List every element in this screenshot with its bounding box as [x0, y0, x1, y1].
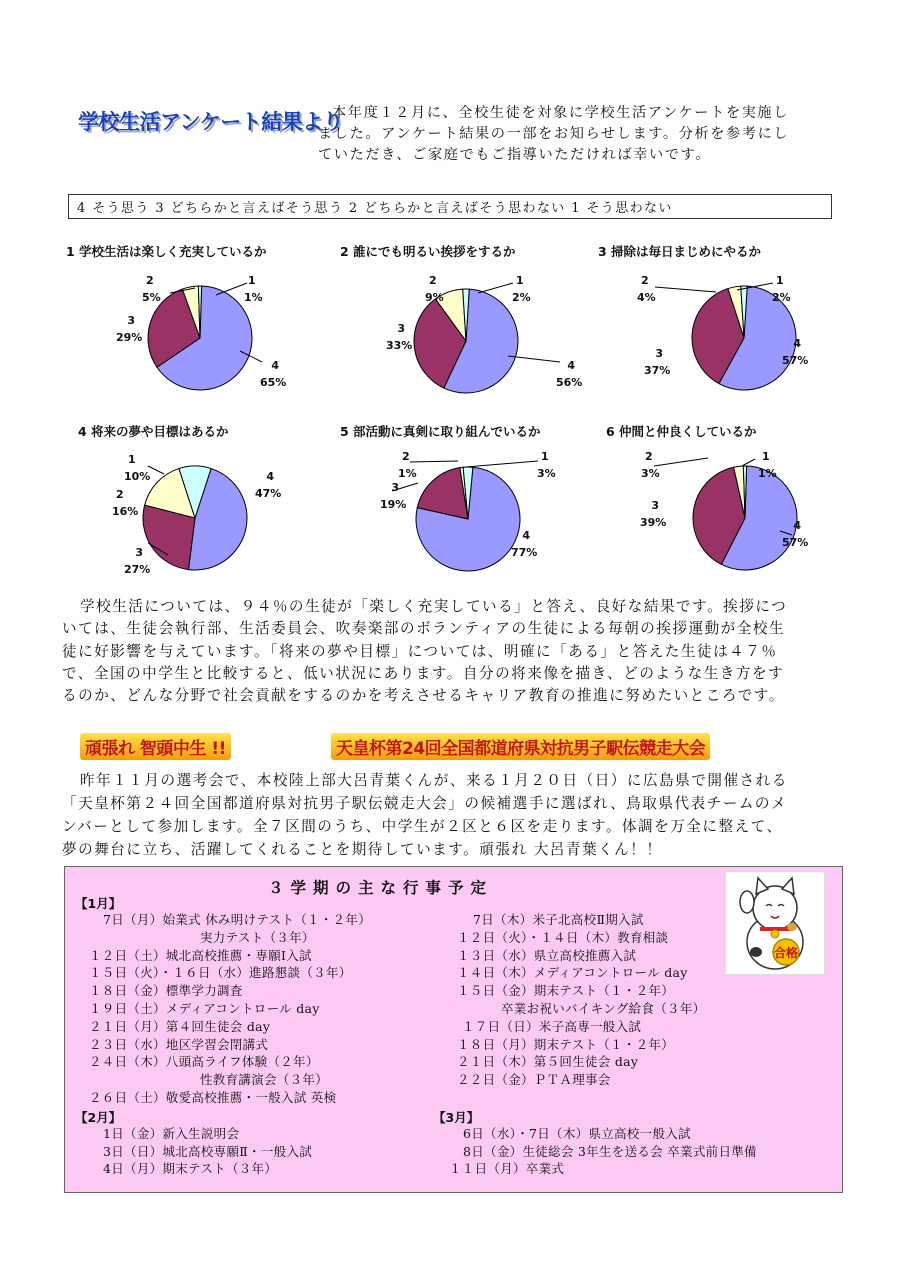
slice-label: [782, 338, 808, 367]
slice-label: [512, 275, 531, 304]
slice-label: [386, 323, 412, 352]
summary-line: るのか、どんな分野で社会貢献をするのかを考えさせるキャリア教育の推進に努めたいところです。: [62, 687, 785, 705]
leader-line: [655, 287, 716, 292]
slice-label: [124, 547, 150, 576]
ekiden-line: 「天皇杯第２４回全国都道府県対抗男子駅伝競走大会」の候補選手に選ばれ、鳥取県代表チームのメ: [62, 795, 788, 812]
event-item: １２日（土）城北高校推薦・専願Ⅰ入試: [89, 947, 312, 963]
slice-category: 3: [135, 546, 143, 559]
event-item: 6日（水）・7日（木）県立高校一般入試: [463, 1126, 691, 1141]
slice-category: 1: [248, 274, 256, 287]
intro-line: 本年度１２月に、全校生徒を対象に学校生活アンケートを実施し: [332, 105, 789, 121]
event-item: 性教育講演会（３年）: [200, 1072, 329, 1088]
leader-line: [478, 283, 513, 293]
event-item: １４日（木）メディアコントロール day: [457, 965, 688, 981]
slice-category: 4: [567, 359, 575, 372]
ekiden-line: 昨年１１月の選考会で、本校陸上部大呂青葉くんが、来る１月２０日（日）に広島県で開催される: [80, 772, 788, 789]
slice-percent: 16%: [112, 505, 139, 518]
slice-label: [644, 348, 670, 377]
event-item: ２１日（木）第５回生徒会 day: [457, 1054, 639, 1070]
chart-title: 4 将来の夢や目標はあるか: [78, 424, 229, 439]
slice-percent: 1%: [758, 467, 777, 480]
slice-percent: 9%: [425, 291, 444, 304]
chart-title: 1 学校生活は楽しく充実しているか: [66, 244, 267, 259]
slice-label: [556, 360, 582, 389]
summary-line: で、全国の中学生と比較すると、低い状況にあります。自分の将来像を描き、どのような生き方をす: [62, 664, 785, 682]
slice-label: [641, 451, 660, 480]
slice-percent: 27%: [124, 563, 151, 576]
event-item: １５日（火）・１６日（水）進路懇談（３年）: [89, 965, 352, 981]
slice-category: 2: [641, 274, 649, 287]
slice-category: 1: [762, 450, 770, 463]
slice-label: [244, 275, 263, 304]
slice-category: 1: [776, 274, 784, 287]
slice-category: 2: [429, 274, 437, 287]
slice-label: [112, 489, 138, 518]
slice-label: [142, 275, 161, 304]
ekiden-text: [62, 769, 862, 861]
event-item: ２２日（金）ＰＴＡ理事会: [457, 1072, 611, 1088]
slice-category: 3: [655, 347, 663, 360]
slice-percent: 2%: [512, 291, 531, 304]
slice-label: [511, 530, 537, 559]
slice-percent: 10%: [124, 470, 151, 483]
event-item: 卒業お祝いバイキング給食（３年）: [501, 1001, 706, 1016]
slice-percent: 3%: [641, 467, 660, 480]
summary-line: 学校生活については、９４％の生徒が「楽しく充実している」と答え、良好な結果です。挨拶につ: [80, 598, 788, 615]
slice-category: 3: [397, 322, 405, 335]
slice-percent: 33%: [386, 339, 413, 352]
charts-area: [0, 235, 904, 595]
slice-label: [124, 454, 150, 483]
slice-category: 1: [541, 450, 549, 463]
slice-percent: 4%: [637, 291, 656, 304]
summary-line: 徒に好影響を与えています。「将来の夢や目標」については、明確に「ある」と答えた生徒は４７％: [62, 642, 778, 660]
event-item: ２６日（土）敬愛高校推薦・一般入試 英検: [89, 1090, 337, 1105]
leader-line: [508, 356, 560, 362]
slice-category: 4: [271, 359, 279, 372]
ekiden-banner: 天皇杯第24回全国都道府県対抗男子駅伝競走大会: [331, 733, 710, 760]
summary-line: いては、生徒会執行部、生活委員会、吹奏楽部のボランティアの生徒による毎朝の挨拶運動が全校生: [62, 620, 786, 638]
slice-percent: 39%: [640, 516, 667, 529]
event-item: 3日（日）城北高校専願Ⅱ・一般入試: [103, 1143, 313, 1159]
slice-label: [398, 451, 417, 480]
slice-category: 2: [116, 488, 124, 501]
slice-percent: 47%: [255, 487, 282, 500]
slice-percent: 65%: [260, 376, 287, 389]
slice-label: [537, 451, 556, 480]
month-mar-label: 【3月】: [433, 1110, 480, 1125]
slice-percent: 77%: [511, 546, 538, 559]
leader-line: [148, 466, 164, 474]
leader-line: [654, 458, 708, 466]
leader-line: [742, 459, 755, 466]
maneki-neko-icon: [726, 872, 824, 974]
month-feb-label: 【2月】: [75, 1110, 122, 1125]
slice-label: [782, 520, 808, 549]
cheer-banner: 頑張れ 智頭中生 !!: [80, 733, 231, 760]
slice-category: 3: [651, 499, 659, 512]
slice-percent: 1%: [398, 467, 417, 480]
survey-heading: 学校生活アンケート結果より: [78, 110, 344, 134]
event-item: １３日（水）県立高校推薦入試: [457, 947, 637, 963]
events-title: ３学期の主な行事予定: [268, 879, 494, 897]
slice-label: [772, 275, 791, 304]
slice-percent: 3%: [537, 467, 556, 480]
slice-category: 1: [516, 274, 524, 287]
event-item: １１日（月）卒業式: [449, 1161, 565, 1176]
slice-label: [116, 315, 142, 344]
maneki-neko-illustration: [725, 871, 825, 975]
intro-line: ました。アンケート結果の一部をお知らせします。分析を参考にし: [318, 126, 790, 142]
event-item: １５日（金）期末テスト（１・２年）: [457, 983, 675, 999]
slice-label: [758, 451, 777, 480]
slice-category: 4: [266, 470, 274, 483]
event-item: ２４日（木）八頭高ライフ体験（２年）: [89, 1054, 319, 1070]
slice-percent: 57%: [782, 536, 809, 549]
slice-percent: 5%: [142, 291, 161, 304]
slice-category: 2: [645, 450, 653, 463]
survey-summary: [62, 596, 862, 707]
slice-label: [260, 360, 286, 389]
chart-title: 3 掃除は毎日まじめにやるか: [598, 244, 762, 259]
leader-line: [466, 461, 538, 467]
chart-title: 5 部活動に真剣に取り組んでいるか: [340, 424, 541, 439]
slice-label: [640, 500, 666, 529]
event-item: 7日（月）始業式 休み明けテスト（１・２年）: [103, 912, 372, 927]
intro-line: ていただき、ご家庭でもご指導いただければ幸いです。: [318, 147, 711, 163]
event-item: 1日（金）新入生説明会: [103, 1126, 240, 1141]
slice-label: [637, 275, 656, 304]
events-box: [64, 866, 843, 1193]
slice-percent: 1%: [244, 291, 263, 304]
event-item: ２１日（月）第４回生徒会 day: [89, 1018, 271, 1034]
slice-category: 2: [402, 450, 410, 463]
slice-category: 3: [391, 481, 399, 494]
slice-label: [255, 471, 281, 500]
slice-label: [380, 482, 406, 511]
slice-label: [425, 275, 444, 304]
leader-line: [410, 461, 458, 462]
slice-percent: 2%: [772, 291, 791, 304]
slice-category: 1: [128, 453, 136, 466]
event-item: 4日（月）期末テスト（３年）: [103, 1161, 278, 1176]
survey-intro: [318, 103, 878, 166]
event-item: 実力テスト（３年）: [200, 929, 315, 945]
event-item: １８日（月）期末テスト（１・２年）: [457, 1036, 675, 1052]
slice-percent: 56%: [556, 376, 583, 389]
event-item: ２３日（水）地区学習会閉講式: [89, 1036, 269, 1052]
slice-percent: 19%: [380, 498, 407, 511]
slice-category: 4: [793, 337, 801, 350]
slice-percent: 37%: [644, 364, 671, 377]
slice-category: 4: [793, 519, 801, 532]
leader-line: [216, 283, 247, 295]
event-item: １９日（土）メディアコントロール day: [89, 1001, 320, 1016]
pie-charts-svg: [0, 235, 904, 595]
event-item: １２日（火）・１４日（木）教育相談: [457, 929, 669, 945]
maneki-coin-text: 合格: [773, 946, 799, 960]
event-item: １７日（日）米子高専一般入試: [462, 1018, 642, 1034]
month-jan-label: 【1月】: [75, 896, 122, 911]
event-item: １８日（金）標準学力調査: [89, 983, 243, 999]
event-item: 8日（金）生徒総会 3年生を送る会 卒業式前日準備: [463, 1143, 757, 1159]
ekiden-line: 夢の舞台に立ち、活躍してくれることを期待しています。頑張れ 大呂青葉くん！！: [62, 841, 663, 858]
event-item: 7日（木）米子北高校Ⅱ期入試: [473, 912, 644, 927]
slice-category: 3: [127, 314, 135, 327]
answer-legend: 4 そう思う 3 どちらかと言えばそう思う 2 どちらかと言えばそう思わない 1 そう思わない: [68, 194, 832, 219]
slice-percent: 29%: [116, 331, 143, 344]
ekiden-line: ンバーとして参加します。全７区間のうち、中学生が２区と６区を走ります。体調を万全に整えて、: [62, 818, 783, 835]
slice-percent: 57%: [782, 354, 809, 367]
chart-title: 6 仲間と仲良くしているか: [606, 424, 757, 439]
slice-category: 2: [146, 274, 154, 287]
chart-title: 2 誰にでも明るい挨拶をするか: [340, 244, 516, 259]
slice-category: 4: [522, 529, 530, 542]
